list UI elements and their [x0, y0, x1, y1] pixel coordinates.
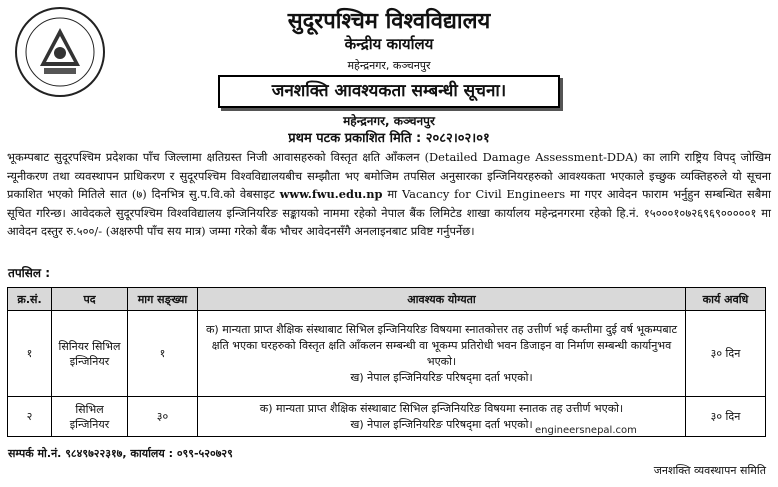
row-demand: १ [128, 311, 198, 397]
qualification-b: ख) नेपाल इन्जिनियरिङ परिषद्‌मा दर्ता भएको। [350, 370, 533, 384]
contact-info: सम्पर्क मो.नं. ९८४९७२२३१७, कार्यालय : ०९९-५२०७२९ [8, 447, 233, 460]
row-demand: ३० [128, 397, 198, 437]
row-qualification [198, 311, 686, 397]
committee-signature: जनशक्ति व्यवस्थापन समिति [653, 464, 766, 477]
office-name: केन्द्रीय कार्यालय [344, 35, 434, 53]
body-part-1: भूकम्पबाट सुदूरपश्चिम प्रदेशका पाँच जिल्लामा क्षतिग्रस्त निजी आवासहरुको विस्तृत क्षति आँकलन (Detailed Damage Assessment-DDA) का लागि राष्ट्रिय विपद् जोखिम न्यूनीकरण तथा व्यवस्थापन प्राधिकरण र सुदूरपश्चिम विश्वविद्यालयबीच सम्झौता भए बमोजिम तपसिल अनुसारका इन्जिनियरहरुको आवश्यकता भएकाले इच्छुक व्यक्तिहरुले यो सूचना प्रकाशित भएको मितिले सात (७) दिनभित्र सु.प.वि.को वेबसाइट [7, 150, 771, 202]
table-header-row [8, 288, 766, 311]
university-name: सुदूरपश्चिम विश्वविद्यालय [287, 8, 491, 34]
row-sn: २ [8, 397, 52, 437]
row-sn: १ [8, 311, 52, 397]
qualification-a: क) मान्यता प्राप्त शैक्षिक संस्थाबाट सिभिल इन्जिनियरिङ विषयमा स्नातक तह उत्तीर्ण भएको। [259, 401, 624, 415]
watermark: engineersnepal.com [535, 425, 637, 436]
header-qualification: आवश्यक योग्यता [198, 288, 686, 311]
header-post: पद [52, 288, 128, 311]
notice-address: महेन्द्रनगर, कञ्चनपुर [343, 114, 435, 128]
notice-body [7, 148, 771, 241]
qualification-b: ख) नेपाल इन्जिनियरिङ परिषद्‌मा दर्ता भएको। [350, 417, 533, 431]
tapsil-label: तपसिल : [8, 266, 50, 280]
row-post: सिभिल इन्जिनियर [52, 397, 128, 437]
row-post: सिनियर सिभिल इन्जिनियर [52, 311, 128, 397]
header-address: महेन्द्रनगर, कञ्चनपुर [347, 59, 431, 72]
header-duration: कार्य अवधि [686, 288, 766, 311]
header-demand: माग सङ्ख्या [128, 288, 198, 311]
header-sn: क्र.सं. [8, 288, 52, 311]
row-duration: ३० दिन [686, 311, 766, 397]
table-row [8, 311, 766, 397]
vacancy-table [7, 287, 766, 437]
published-date: प्रथम पटक प्रकाशित मिति : २०८२।०२।०१ [288, 131, 490, 146]
body-part-2: मा Vacancy for Civil Engineers मा गएर आवेदन फाराम भर्नुहुन सम्बन्धित सबैमा सूचित गरिन्छ। आवेदकले सुदूरपश्चिम विश्वविद्यालय इन्जिनियरिङ सङ्कायको नाममा रहेको नेपाल बैंक लिमिटेड शाखा कार्यालय महेन्द्रनगरमा रहेको हि.नं. १५०००१०७२६९६९०००००१ मा आवेदन दस्तुर रु.५००/- (अक्षरुपी पाँच सय मात्र) जम्मा गरेको बैंक भौचर आवेदनसँगै अनलाइनबाट प्रविष्ट गर्नुपर्नेछ। [7, 187, 772, 239]
row-duration: ३० दिन [686, 397, 766, 437]
notice-title: जनशक्ति आवश्यकता सम्बन्धी सूचना। [218, 75, 560, 108]
qualification-a: क) मान्यता प्राप्त शैक्षिक संस्थाबाट सिभिल इन्जिनियरिङ विषयमा स्नातकोत्तर तह उत्तीर्ण भई कम्तीमा दुई वर्ष भूकम्पबाट क्षति भएका घरहरुको विस्तृत क्षति आँकलन सम्बन्धी वा भूकम्प प्रतिरोधी भवन डिजाइन वा निर्माण सम्बन्धी कार्यानुभव भएको। [205, 322, 678, 368]
website-link[interactable]: www.fwu.edu.np [279, 187, 383, 202]
table-row [8, 397, 766, 437]
